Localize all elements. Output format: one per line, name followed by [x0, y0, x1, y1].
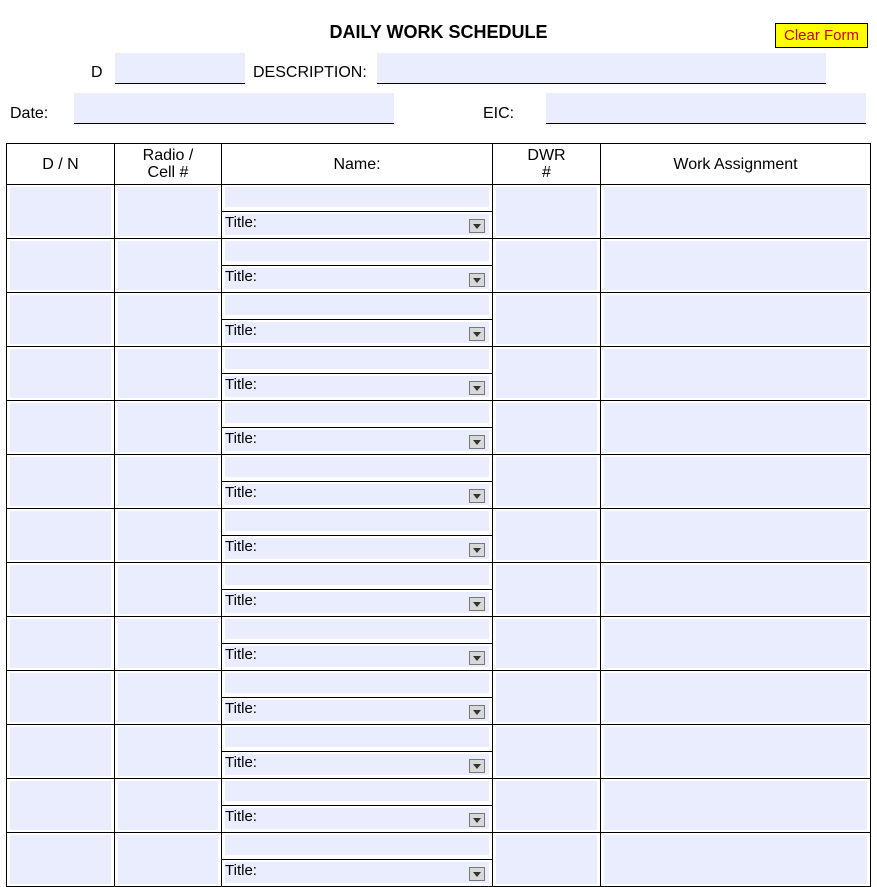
chevron-down-icon[interactable]	[469, 381, 485, 395]
table-header-row	[7, 144, 871, 185]
chevron-down-icon[interactable]	[469, 813, 485, 827]
name-field[interactable]	[225, 835, 489, 855]
chevron-down-icon[interactable]	[469, 543, 485, 557]
dn-field[interactable]	[10, 187, 111, 236]
title-label: Title:	[225, 538, 257, 555]
work-assignment-cell	[601, 509, 871, 563]
name-field[interactable]	[225, 403, 489, 423]
dn-field[interactable]	[10, 403, 111, 452]
dn-field[interactable]	[10, 565, 111, 614]
work-assignment-field[interactable]	[604, 727, 867, 776]
name-divider	[222, 751, 492, 752]
clear-form-button[interactable]: Clear Form	[775, 23, 868, 48]
dwr-cell	[493, 617, 601, 671]
title-label: Title:	[225, 646, 257, 663]
dn-cell	[7, 617, 115, 671]
title-dropdown[interactable]	[225, 862, 489, 883]
chevron-down-icon[interactable]	[469, 219, 485, 233]
dn-field[interactable]	[10, 781, 111, 830]
radio-cell	[115, 671, 222, 725]
table-row	[7, 563, 871, 617]
radio-cell-field[interactable]	[118, 727, 218, 776]
radio-cell	[115, 617, 222, 671]
dwr-field[interactable]	[496, 457, 597, 506]
title-label: Title:	[225, 430, 257, 447]
work-assignment-cell	[601, 563, 871, 617]
radio-cell-field[interactable]	[118, 673, 218, 722]
title-dropdown[interactable]	[225, 214, 489, 235]
name-divider	[222, 535, 492, 536]
name-field[interactable]	[225, 565, 489, 585]
table-row	[7, 401, 871, 455]
radio-cell-field[interactable]	[118, 403, 218, 452]
dwr-cell	[493, 293, 601, 347]
title-label: Title:	[225, 484, 257, 501]
table-row	[7, 509, 871, 563]
radio-cell	[115, 239, 222, 293]
table-row	[7, 779, 871, 833]
dwr-cell	[493, 779, 601, 833]
title-dropdown[interactable]	[225, 484, 489, 505]
radio-cell-field[interactable]	[118, 241, 218, 290]
dwr-field[interactable]	[496, 187, 597, 236]
work-assignment-cell	[601, 455, 871, 509]
work-assignment-cell	[601, 779, 871, 833]
dwr-cell	[493, 401, 601, 455]
work-assignment-field[interactable]	[604, 457, 867, 506]
dn-field[interactable]	[10, 511, 111, 560]
col-header-dwr: DWR #	[493, 144, 601, 185]
radio-cell-field[interactable]	[118, 295, 218, 344]
name-cell	[222, 617, 493, 671]
dn-cell	[7, 293, 115, 347]
dwr-cell	[493, 455, 601, 509]
col-header-work-assignment: Work Assignment	[601, 144, 871, 185]
work-assignment-field[interactable]	[604, 187, 867, 236]
title-label: Title:	[225, 592, 257, 609]
name-cell	[222, 779, 493, 833]
description-field[interactable]	[377, 53, 826, 84]
name-field[interactable]	[225, 295, 489, 315]
dwr-field[interactable]	[496, 619, 597, 668]
table-row	[7, 455, 871, 509]
title-label: Title:	[225, 214, 257, 231]
dn-cell	[7, 347, 115, 401]
title-dropdown[interactable]	[225, 754, 489, 775]
dn-field[interactable]	[10, 619, 111, 668]
name-divider	[222, 427, 492, 428]
table-row	[7, 293, 871, 347]
dwr-cell	[493, 509, 601, 563]
col-header-dn: D / N	[7, 144, 115, 185]
name-cell	[222, 347, 493, 401]
name-cell	[222, 671, 493, 725]
name-field[interactable]	[225, 187, 489, 207]
radio-cell	[115, 401, 222, 455]
dwr-field[interactable]	[496, 511, 597, 560]
radio-cell	[115, 347, 222, 401]
dwr-cell	[493, 347, 601, 401]
name-cell	[222, 509, 493, 563]
chevron-down-icon[interactable]	[469, 273, 485, 287]
title-dropdown[interactable]	[225, 592, 489, 613]
name-cell	[222, 401, 493, 455]
work-assignment-field[interactable]	[604, 619, 867, 668]
eic-label: EIC:	[483, 105, 515, 122]
name-cell	[222, 185, 493, 239]
work-assignment-field[interactable]	[604, 781, 867, 830]
radio-cell	[115, 779, 222, 833]
work-assignment-cell	[601, 671, 871, 725]
work-assignment-cell	[601, 239, 871, 293]
radio-cell-field[interactable]	[118, 187, 218, 236]
title-dropdown[interactable]	[225, 322, 489, 343]
dn-field[interactable]	[10, 241, 111, 290]
dn-field[interactable]	[10, 457, 111, 506]
work-assignment-cell	[601, 293, 871, 347]
date-field[interactable]	[74, 93, 394, 124]
dwr-cell	[493, 563, 601, 617]
title-label: Title:	[225, 268, 257, 285]
name-field[interactable]	[225, 511, 489, 531]
title-dropdown[interactable]	[225, 376, 489, 397]
name-divider	[222, 211, 492, 212]
name-divider	[222, 589, 492, 590]
name-cell	[222, 239, 493, 293]
name-cell	[222, 563, 493, 617]
radio-cell	[115, 563, 222, 617]
date-label: Date:	[10, 105, 49, 122]
work-assignment-field[interactable]	[604, 511, 867, 560]
table-row	[7, 239, 871, 293]
name-field[interactable]	[225, 241, 489, 261]
dwr-cell	[493, 239, 601, 293]
name-divider	[222, 697, 492, 698]
dwr-field[interactable]	[496, 403, 597, 452]
radio-cell-field[interactable]	[118, 565, 218, 614]
radio-cell-field[interactable]	[118, 619, 218, 668]
col-header-name: Name:	[222, 144, 493, 185]
eic-field[interactable]	[546, 93, 866, 124]
work-assignment-field[interactable]	[604, 565, 867, 614]
title-dropdown[interactable]	[225, 268, 489, 289]
radio-cell-field[interactable]	[118, 457, 218, 506]
dwr-field[interactable]	[496, 241, 597, 290]
name-divider	[222, 319, 492, 320]
name-divider	[222, 481, 492, 482]
work-assignment-field[interactable]	[604, 295, 867, 344]
work-assignment-cell	[601, 185, 871, 239]
radio-cell	[115, 293, 222, 347]
dn-field[interactable]	[10, 727, 111, 776]
table-row	[7, 617, 871, 671]
dwr-field[interactable]	[496, 727, 597, 776]
work-assignment-field[interactable]	[604, 241, 867, 290]
dwr-cell	[493, 725, 601, 779]
description-label: DESCRIPTION:	[253, 64, 367, 81]
d-label: D	[91, 64, 103, 81]
work-assignment-cell	[601, 347, 871, 401]
schedule-table	[6, 143, 871, 887]
work-assignment-cell	[601, 725, 871, 779]
dn-cell	[7, 563, 115, 617]
chevron-down-icon[interactable]	[469, 651, 485, 665]
table-row	[7, 185, 871, 239]
work-assignment-cell	[601, 617, 871, 671]
name-field[interactable]	[225, 673, 489, 693]
col-header-radio-cell: Radio / Cell #	[115, 144, 222, 185]
work-assignment-field[interactable]	[604, 349, 867, 398]
table-row	[7, 671, 871, 725]
dn-cell	[7, 401, 115, 455]
name-cell	[222, 725, 493, 779]
chevron-down-icon[interactable]	[469, 435, 485, 449]
name-cell	[222, 455, 493, 509]
name-field[interactable]	[225, 457, 489, 477]
work-assignment-field[interactable]	[604, 673, 867, 722]
dn-field[interactable]	[10, 295, 111, 344]
name-field[interactable]	[225, 727, 489, 747]
dn-cell	[7, 185, 115, 239]
work-assignment-cell	[601, 401, 871, 455]
radio-cell	[115, 455, 222, 509]
chevron-down-icon[interactable]	[469, 867, 485, 881]
dn-cell	[7, 779, 115, 833]
dwr-field[interactable]	[496, 295, 597, 344]
title-label: Title:	[225, 376, 257, 393]
work-assignment-field[interactable]	[604, 403, 867, 452]
dwr-cell	[493, 671, 601, 725]
chevron-down-icon[interactable]	[469, 327, 485, 341]
dn-cell	[7, 671, 115, 725]
dn-field[interactable]	[10, 349, 111, 398]
dwr-cell	[493, 185, 601, 239]
dn-field[interactable]	[10, 673, 111, 722]
title-label: Title:	[225, 754, 257, 771]
name-divider	[222, 805, 492, 806]
title-dropdown[interactable]	[225, 430, 489, 451]
dwr-field[interactable]	[496, 781, 597, 830]
name-field[interactable]	[225, 619, 489, 639]
title-label: Title:	[225, 862, 257, 879]
title-label: Title:	[225, 322, 257, 339]
title-label: Title:	[225, 700, 257, 717]
chevron-down-icon[interactable]	[469, 759, 485, 773]
title-dropdown[interactable]	[225, 538, 489, 559]
radio-cell-field[interactable]	[118, 511, 218, 560]
dwr-field[interactable]	[496, 673, 597, 722]
radio-cell	[115, 509, 222, 563]
title-dropdown[interactable]	[225, 700, 489, 721]
name-divider	[222, 265, 492, 266]
name-field[interactable]	[225, 349, 489, 369]
dwr-field[interactable]	[496, 565, 597, 614]
dwr-field[interactable]	[496, 349, 597, 398]
dn-cell	[7, 239, 115, 293]
chevron-down-icon[interactable]	[469, 705, 485, 719]
dn-cell	[7, 725, 115, 779]
chevron-down-icon[interactable]	[469, 489, 485, 503]
page-title: DAILY WORK SCHEDULE	[329, 22, 548, 42]
name-field[interactable]	[225, 781, 489, 801]
dn-cell	[7, 509, 115, 563]
title-label: Title:	[225, 808, 257, 825]
title-dropdown[interactable]	[225, 808, 489, 829]
d-field[interactable]	[115, 53, 245, 84]
chevron-down-icon[interactable]	[469, 597, 485, 611]
radio-cell-field[interactable]	[118, 349, 218, 398]
name-cell	[222, 293, 493, 347]
radio-cell	[115, 725, 222, 779]
table-row	[7, 725, 871, 779]
name-divider	[222, 643, 492, 644]
dn-cell	[7, 455, 115, 509]
table-row	[7, 347, 871, 401]
name-divider	[222, 373, 492, 374]
title-dropdown[interactable]	[225, 646, 489, 667]
radio-cell-field[interactable]	[118, 781, 218, 830]
radio-cell	[115, 185, 222, 239]
